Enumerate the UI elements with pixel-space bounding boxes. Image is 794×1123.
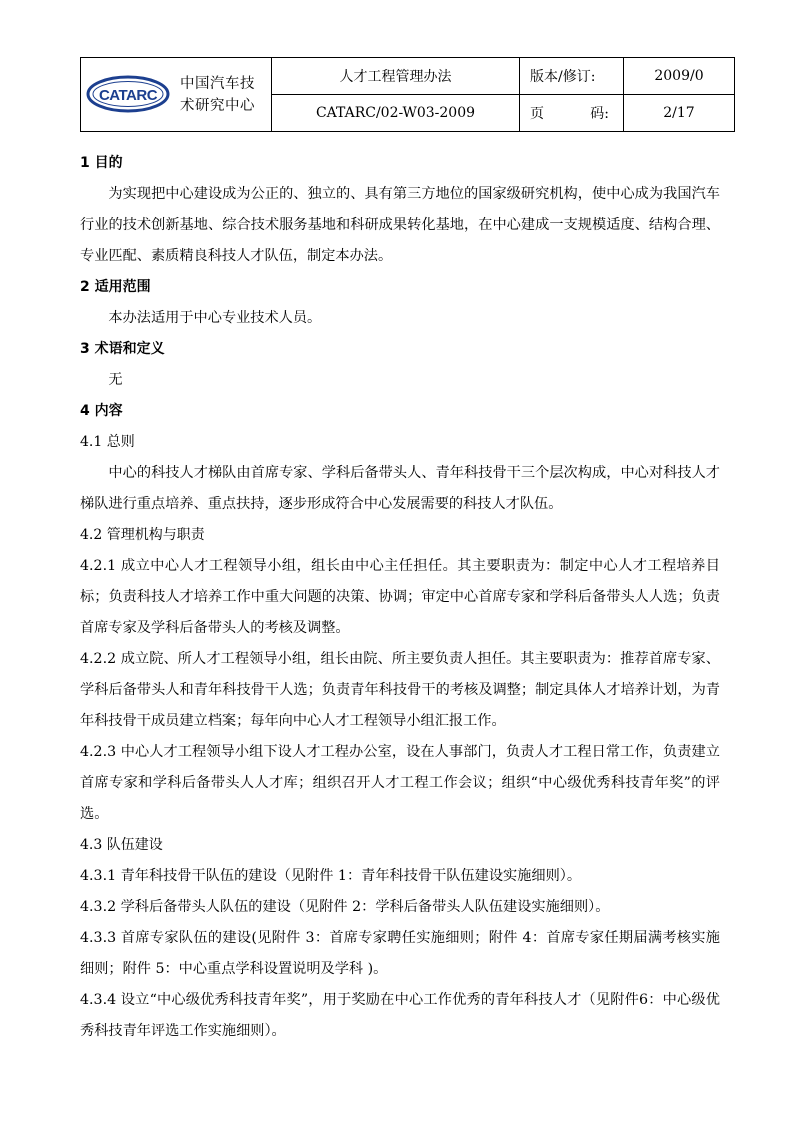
section-1-heading: 1 目的	[80, 155, 123, 171]
section-4-heading: 4 内容	[80, 403, 123, 419]
section-4-2-heading: 4.2 管理机构与职责	[80, 527, 205, 543]
page-number: 2/17	[624, 95, 735, 132]
section-4-3-heading: 4.3 队伍建设	[80, 837, 163, 853]
clause-4-3-1: 4.3.1 青年科技骨干队伍的建设（见附件 1：青年科技骨干队伍建设实施细则）。	[80, 868, 582, 884]
page-label-part2: 码:	[590, 106, 609, 122]
section-4-1-text: 中心的科技人才梯队由首席专家、学科后备带头人、青年科技骨干三个层次构成，中心对科技人才梯队进行重点培养、重点扶持，逐步形成符合中心发展需要的科技人才队伍。	[80, 465, 720, 512]
document-title: 人才工程管理办法	[272, 58, 520, 95]
section-3-heading: 3 术语和定义	[80, 341, 165, 357]
page-label-part1: 页	[530, 106, 544, 122]
section-3-text: 无	[108, 372, 123, 388]
section-1-text: 为实现把中心建设成为公正的、独立的、具有第三方地位的国家级研究机构，使中心成为我国汽车行业的技术创新基地、综合技术服务基地和科研成果转化基地，在中心建成一支规模适度、结构合理、专业匹配、素质精良科技人才队伍，制定本办法。	[80, 186, 720, 264]
clause-4-2-1: 4.2.1 成立中心人才工程领导小组，组长由中心主任担任。其主要职责为：制定中心人才工程培养目标；负责科技人才培养工作中重大问题的决策、协调；审定中心首席专家和学科后备带头人人选；负责首席专家及学科后备带头人的考核及调整。	[80, 558, 720, 636]
organization-name	[180, 73, 255, 117]
catarc-logo	[86, 74, 170, 118]
document-body	[80, 148, 720, 1047]
clause-4-3-2: 4.3.2 学科后备带头人队伍的建设（见附件 2：学科后备带头人队伍建设实施细则）。	[80, 899, 610, 915]
section-4-1-heading: 4.1 总则	[80, 434, 135, 450]
clause-4-3-3: 4.3.3 首席专家队伍的建设(见附件 3：首席专家聘任实施细则；附件 4：首席专家任期届满考核实施细则；附件 5：中心重点学科设置说明及学科 )。	[80, 930, 720, 977]
section-2-heading: 2 适用范围	[80, 279, 151, 295]
clause-4-2-3: 4.2.3 中心人才工程领导小组下设人才工程办公室，设在人事部门，负责人才工程日常工作，负责建立首席专家和学科后备带头人人才库；组织召开人才工程工作会议；组织“中心级优秀科技青年奖”的评选。	[80, 744, 720, 822]
document-header-table	[80, 57, 735, 132]
version-value: 2009/0	[624, 58, 735, 95]
version-label: 版本/修订:	[520, 58, 624, 95]
clause-4-2-2: 4.2.2 成立院、所人才工程领导小组，组长由院、所主要负责人担任。其主要职责为：推荐首席专家、学科后备带头人和青年科技骨干人选；负责青年科技骨干的考核及调整；制定具体人才培养计划，为青年科技骨干成员建立档案；每年向中心人才工程领导小组汇报工作。	[80, 651, 720, 729]
page-label	[520, 95, 624, 132]
logo-text: CATARC	[98, 87, 158, 104]
document-code: CATARC/02-W03-2009	[272, 95, 520, 132]
section-2-text: 本办法适用于中心专业技术人员。	[108, 310, 322, 326]
organization-cell	[81, 58, 272, 132]
org-name-line2: 术研究中心	[180, 98, 255, 114]
clause-4-3-4: 4.3.4 设立“中心级优秀科技青年奖”，用于奖励在中心工作优秀的青年科技人才（见附件6：中心级优秀科技青年评选工作实施细则）。	[80, 992, 720, 1039]
org-name-line1: 中国汽车技	[180, 76, 255, 92]
